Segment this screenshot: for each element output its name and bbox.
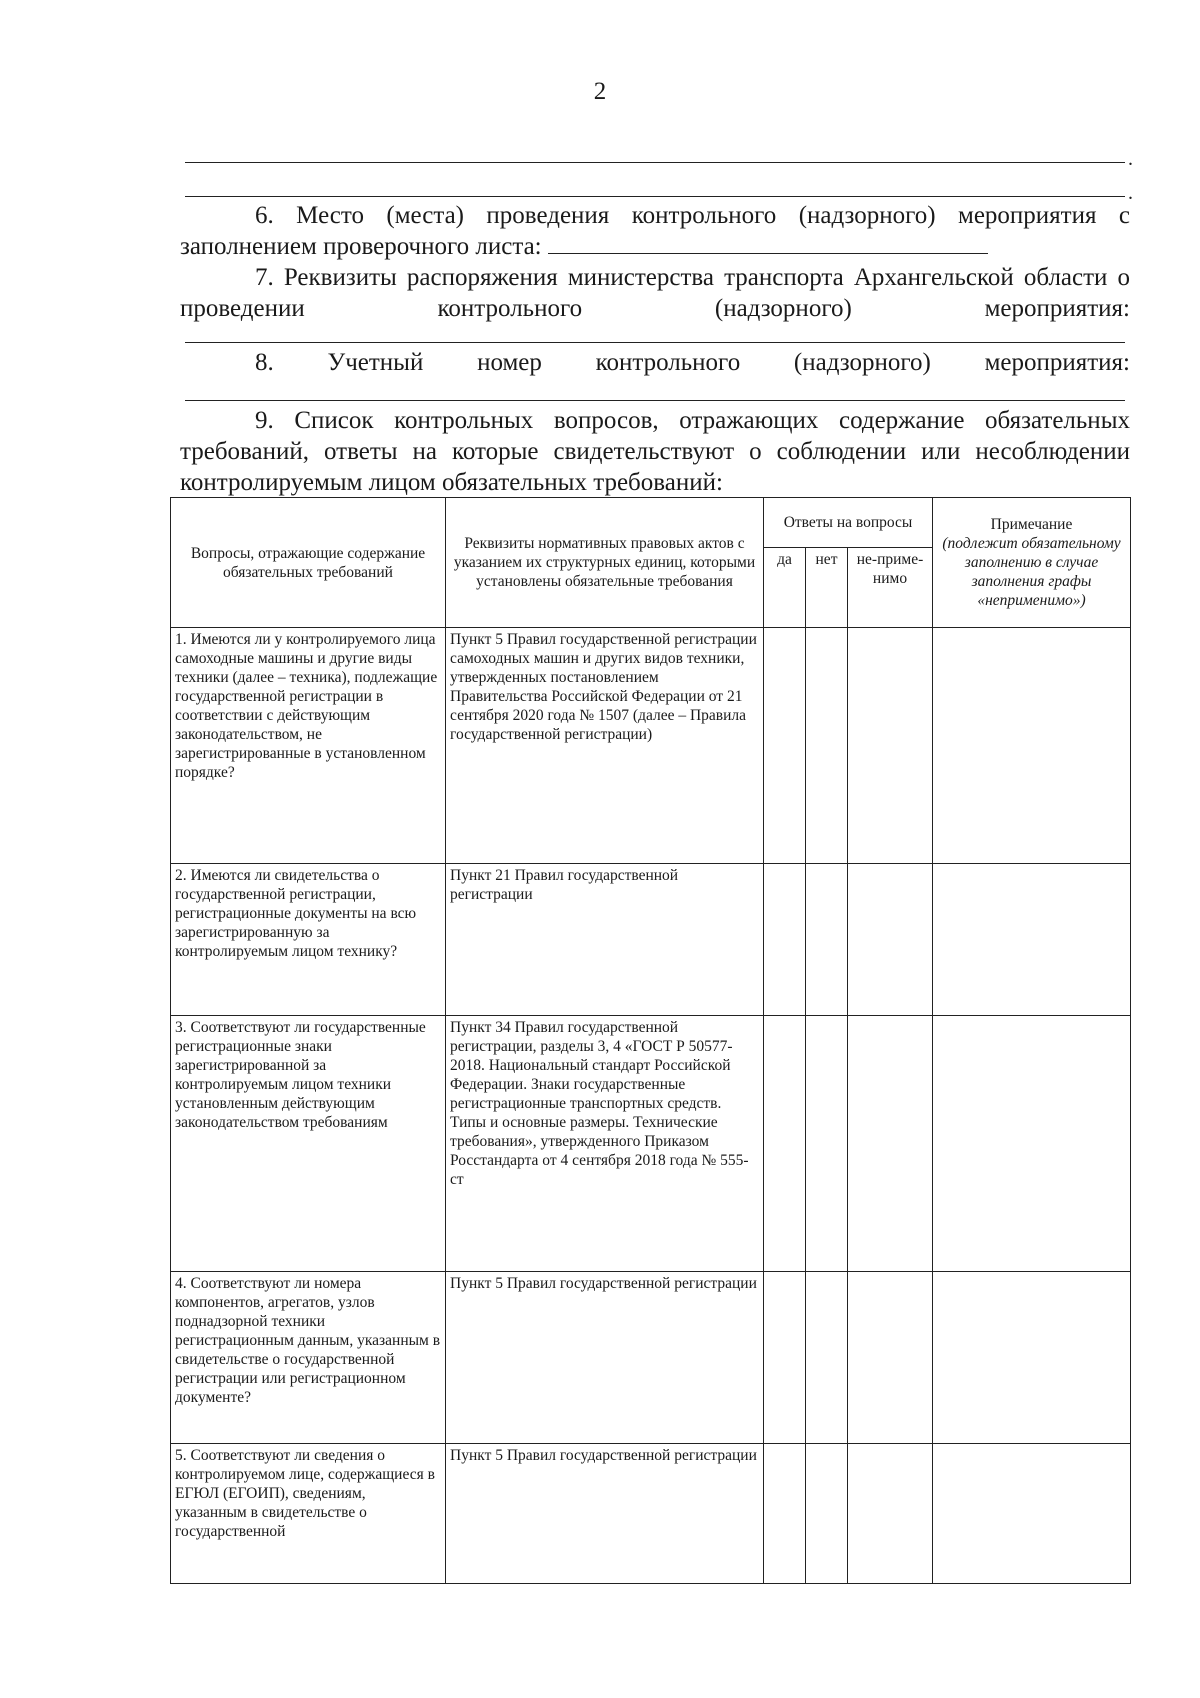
item-7 bbox=[180, 262, 1130, 324]
reference-cell: Пункт 5 Правил государственной регистрации самоходных машин и других видов техники, утвержденных постановлением Правительства Российской Федерации от 21 сентября 2020 года № 1507 (далее – Правила государственной регистрации) bbox=[446, 628, 764, 864]
reference-cell: Пункт 21 Правил государственной регистрации bbox=[446, 864, 764, 1016]
header-na: не-приме-нимо bbox=[848, 548, 933, 628]
question-cell: 4. Соответствуют ли номера компонентов, агрегатов, узлов поднадзорной техники регистрационным данным, указанным в свидетельстве о государственной регистрации или регистрационном документе? bbox=[171, 1272, 446, 1444]
item-8-text: 8. Учетный номер контрольного (надзорного) мероприятия: bbox=[255, 349, 1130, 376]
note-cell[interactable] bbox=[933, 864, 1131, 1016]
reference-cell: Пункт 34 Правил государственной регистрации, разделы 3, 4 «ГОСТ Р 50577-2018. Национальный стандарт Российской Федерации. Знаки государственные регистрационные транспортных средств. Типы и основные размеры. Технические требования», утвержденного Приказом Росстандарта от 4 сентября 2018 года № 555-ст bbox=[446, 1016, 764, 1272]
header-references: Реквизиты нормативных правовых актов с указанием их структурных единиц, которыми установлены обязательные требования bbox=[446, 498, 764, 628]
header-note bbox=[933, 498, 1131, 628]
item-9-text: 9. Список контрольных вопросов, отражающих содержание обязательных требований, ответы на которые свидетельствуют о соблюдении или несоблюдении контролируемым лицом обязательных требований: bbox=[180, 407, 1130, 496]
answer-na-cell[interactable] bbox=[848, 1272, 933, 1444]
header-note-title: Примечание bbox=[990, 516, 1073, 533]
checklist-table bbox=[170, 497, 1131, 1584]
answer-no-cell[interactable] bbox=[806, 628, 848, 864]
question-cell: 1. Имеются ли у контролируемого лица самоходные машины и другие виды техники (далее – техника), подлежащие государственной регистрации в соответствии с действующим законодательством, не зарегистрированные в установленном порядке? bbox=[171, 628, 446, 864]
question-cell: 3. Соответствуют ли государственные регистрационные знаки зарегистрированной за контролируемым лицом техники установленным действующим законодательством требованиям bbox=[171, 1016, 446, 1272]
item-6-blank bbox=[548, 233, 988, 254]
note-cell[interactable] bbox=[933, 1016, 1131, 1272]
item-9 bbox=[180, 405, 1130, 498]
table-row bbox=[171, 864, 1131, 1016]
note-cell[interactable] bbox=[933, 1272, 1131, 1444]
answer-yes-cell[interactable] bbox=[764, 628, 806, 864]
reference-cell: Пункт 5 Правил государственной регистрации bbox=[446, 1444, 764, 1584]
note-cell[interactable] bbox=[933, 1444, 1131, 1584]
answer-no-cell[interactable] bbox=[806, 1016, 848, 1272]
note-cell[interactable] bbox=[933, 628, 1131, 864]
reference-cell: Пункт 5 Правил государственной регистрации bbox=[446, 1272, 764, 1444]
answer-yes-cell[interactable] bbox=[764, 864, 806, 1016]
header-questions: Вопросы, отражающие содержание обязательных требований bbox=[171, 498, 446, 628]
question-cell: 5. Соответствуют ли сведения о контролируемом лице, содержащиеся в ЕГЮЛ (ЕГОИП), сведениям, указанным в свидетельстве о государственной bbox=[171, 1444, 446, 1584]
blank-line bbox=[185, 400, 1125, 401]
blank-line bbox=[185, 196, 1125, 197]
answer-yes-cell[interactable] bbox=[764, 1444, 806, 1584]
table-row bbox=[171, 1272, 1131, 1444]
header-no: нет bbox=[806, 548, 848, 628]
answer-no-cell[interactable] bbox=[806, 1272, 848, 1444]
header-yes: да bbox=[764, 548, 806, 628]
blank-line bbox=[185, 342, 1125, 343]
blank-line-dot: . bbox=[1128, 182, 1133, 204]
table-row bbox=[171, 628, 1131, 864]
answer-no-cell[interactable] bbox=[806, 864, 848, 1016]
header-answers: Ответы на вопросы bbox=[764, 498, 933, 548]
answer-na-cell[interactable] bbox=[848, 864, 933, 1016]
answer-na-cell[interactable] bbox=[848, 628, 933, 864]
item-6-text: 6. Место (места) проведения контрольного (надзорного) мероприятия с заполнением проверочного листа: bbox=[180, 202, 1130, 260]
item-7-text: 7. Реквизиты распоряжения министерства транспорта Архангельской области о проведении контрольного (надзорного) мероприятия: bbox=[180, 264, 1130, 322]
table-row bbox=[171, 1016, 1131, 1272]
item-8 bbox=[180, 347, 1130, 378]
question-cell: 2. Имеются ли свидетельства о государственной регистрации, регистрационные документы на всю зарегистрированную за контролируемым лицом технику? bbox=[171, 864, 446, 1016]
table-row bbox=[171, 1444, 1131, 1584]
answer-na-cell[interactable] bbox=[848, 1016, 933, 1272]
answer-na-cell[interactable] bbox=[848, 1444, 933, 1584]
header-note-sub: (подлежит обязательному заполнению в случае заполнения графы «неприменимо») bbox=[942, 535, 1121, 609]
blank-line-dot: . bbox=[1128, 148, 1133, 170]
item-6 bbox=[180, 200, 1130, 262]
answer-yes-cell[interactable] bbox=[764, 1272, 806, 1444]
answer-yes-cell[interactable] bbox=[764, 1016, 806, 1272]
page-number: 2 bbox=[593, 78, 607, 105]
blank-line bbox=[185, 162, 1125, 163]
answer-no-cell[interactable] bbox=[806, 1444, 848, 1584]
